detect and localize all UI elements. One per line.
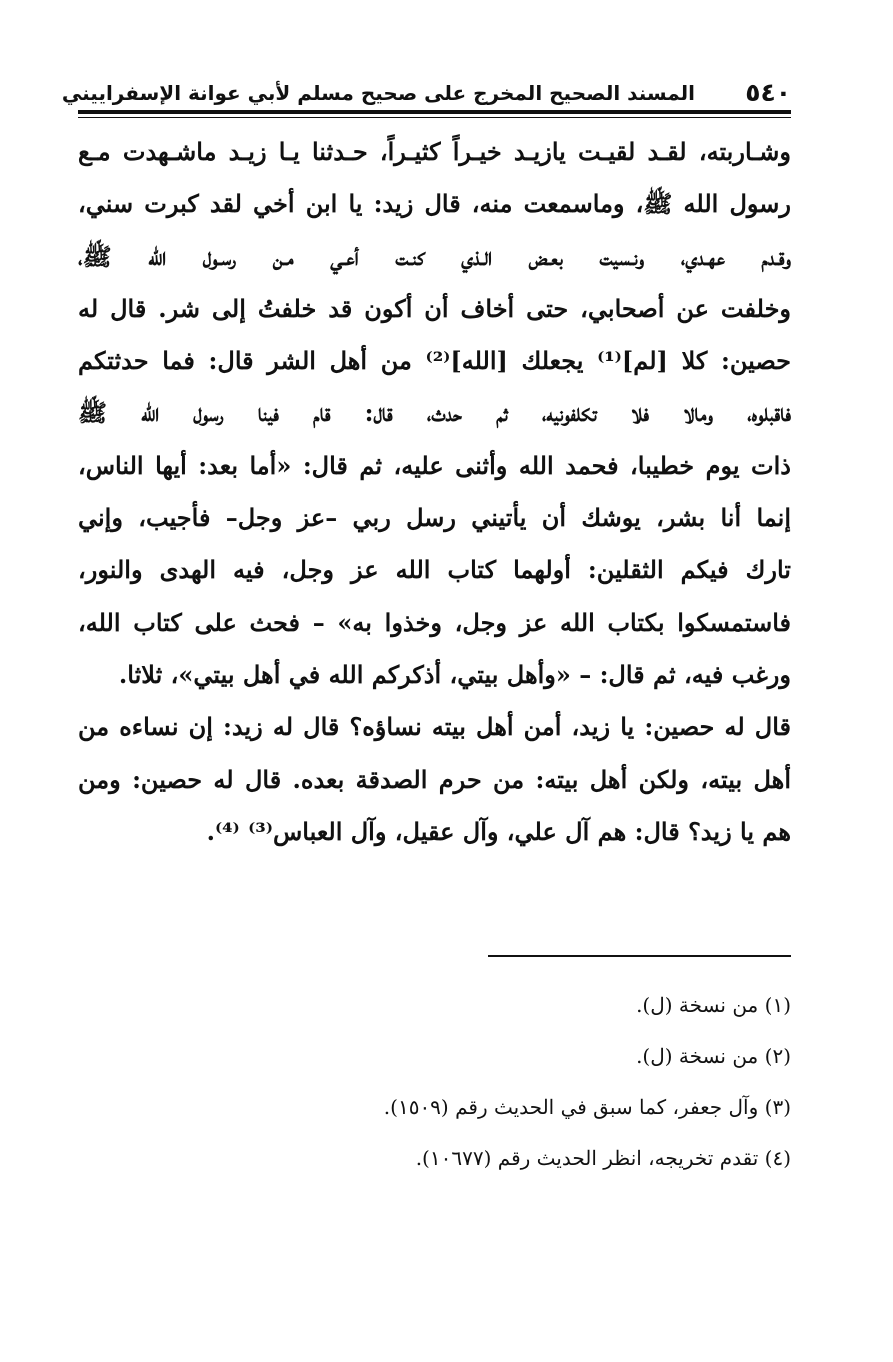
running-title: المسند الصحيح المخرج على صحيح مسلم لأبي عوانة الإسفراييني (61, 81, 695, 105)
text-line: وقـدم عهـدي، ونـسيت بعـض الـذي كنـت أعـي مـن رسـول الله ﷺ، (78, 241, 791, 271)
footnotes (78, 980, 791, 1184)
header-rule-thick (78, 110, 791, 114)
page-header (61, 78, 791, 108)
text-line: رسول الله ﷺ، وماسمعت منه، قال زيد: يا ابن أخي لقد كبرت سني، (78, 189, 791, 219)
footnote-separator (488, 955, 791, 957)
footnote: (٣) وآل جعفر، كما سبق في الحديث رقم (١٥٠٩). (383, 1095, 791, 1119)
footnote: (٤) تقدم تخريجه، انظر الحديث رقم (١٠٦٧٧). (415, 1146, 791, 1170)
text-line: قال له حصين: يا زيد، أمن أهل بيته نساؤه؟ قال له زيد: إن نساءه من (78, 712, 791, 742)
text-line: هم يا زيد؟ قال: هم آل علي، وآل عقيل، وآل العباس⁽³⁾ ⁽⁴⁾. (206, 816, 791, 846)
page-number: ٥٤٠ (745, 78, 791, 107)
text-line: وشـاربته، لقـد لقيـت يازيـد خيـراً كثيـراً، حـدثنا يـا زيـد ماشـهدت مـع (78, 137, 791, 166)
text-line: ذات يوم خطيبا، فحمد الله وأثنى عليه، ثم قال: «أما بعد: أيها الناس، (78, 450, 791, 480)
text-line: حصين: كلا [لم]⁽¹⁾ يجعلك [الله]⁽²⁾ من أهل الشر قال: فما حدثتكم (78, 346, 791, 376)
text-line: وخلفت عن أصحابي، حتى أخاف أن أكون قد خلفتُ إلى شر. قال له (78, 293, 791, 323)
footnote: (١) من نسخة (ل). (636, 993, 791, 1017)
text-line: تارك فيكم الثقلين: أولهما كتاب الله عز وجل، فيه الهدى والنور، (78, 555, 791, 585)
header-rule-thin (78, 117, 791, 118)
text-line: فاستمسكوا بكتاب الله عز وجل، وخذوا به» – فحث على كتاب الله، (78, 607, 791, 637)
main-text (78, 126, 791, 858)
text-line: أهل بيته، ولكن أهل بيته: من حرم الصدقة بعده. قال له حصين: ومن (78, 764, 791, 794)
text-line: فاقبلوه، ومالا فلا تكلفونيه، ثم حدث، قال: قام فينا رسول الله ﷺ (78, 398, 791, 428)
footnote: (٢) من نسخة (ل). (636, 1044, 791, 1068)
text-line: إنما أنا بشر، يوشك أن يأتيني رسل ربي –عز وجل– فأجيب، وإني (78, 503, 791, 533)
text-line: ورغب فيه، ثم قال: – «وأهل بيتي، أذكركم الله في أهل بيتي»، ثلاثا. (118, 659, 791, 689)
